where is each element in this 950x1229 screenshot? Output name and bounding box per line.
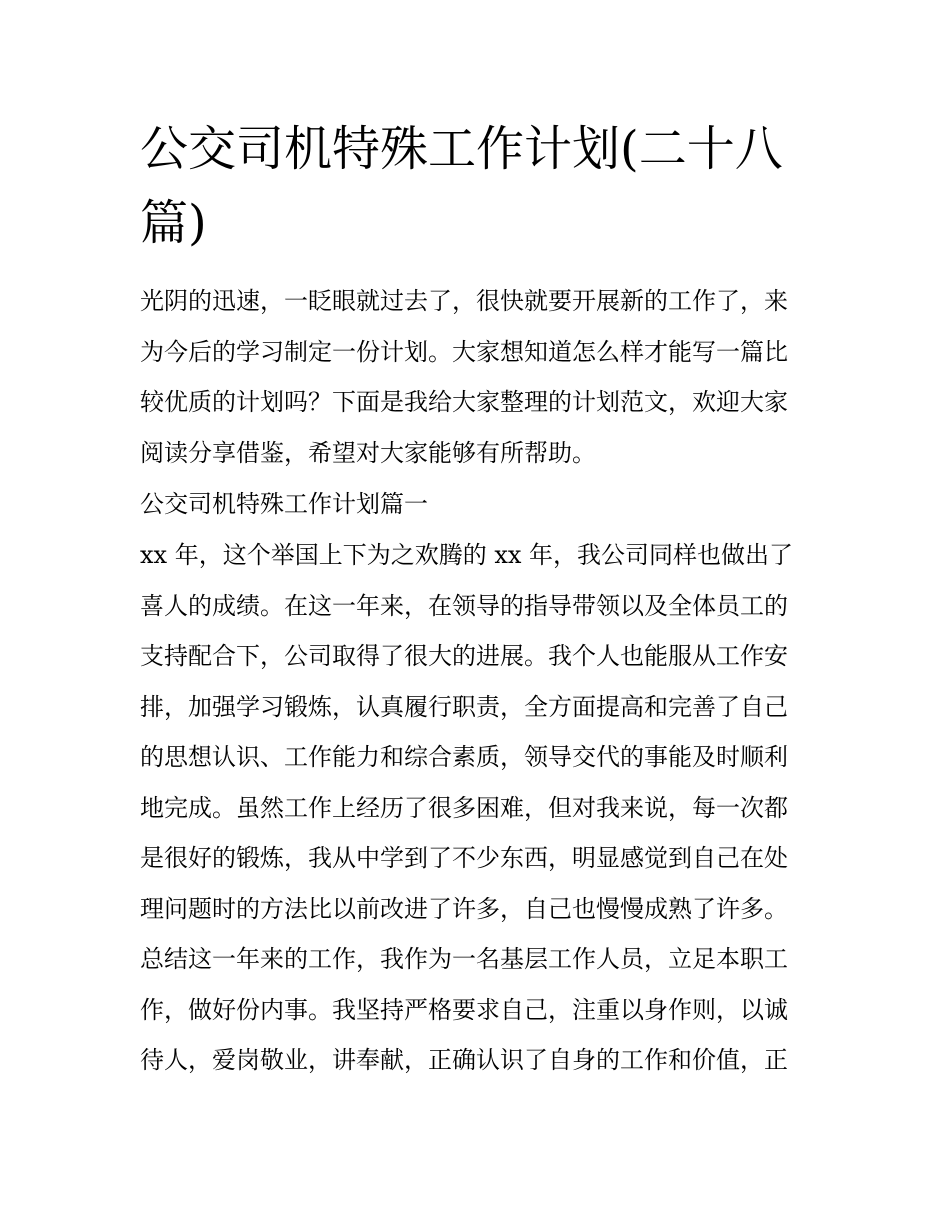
intro-line: 阅读分享借鉴，希望对大家能够有所帮助。 [140,438,596,467]
intro-line: 光阴的迅速，一眨眼就过去了，很快就要开展新的工作了，来 [140,287,788,315]
section-heading-text: 公交司机特殊工作计划篇一 [140,490,428,518]
paragraph-line: 的思想认识、工作能力和综合素质，领导交代的事能及时顺利 [140,743,788,771]
paragraph-line: 喜人的成绩。在这一年来，在领导的指导带领以及全体员工的 [140,591,788,620]
title-line: 公交司机特殊工作计划(二十八 [140,121,783,177]
paragraph-line: 待人，爱岗敬业，讲奉献，正确认识了自身的工作和价值，正 [140,1046,788,1074]
paragraph-line: xx 年，这个举国上下为之欢腾的 xx 年，我公司同样也做出了 [140,541,794,569]
paragraph-line: 排，加强学习锻炼，认真履行职责，全方面提高和完善了自己 [140,692,788,721]
intro-paragraph [140,276,820,478]
intro-line: 为今后的学习制定一份计划。大家想知道怎么样才能写一篇比 [140,337,788,366]
paragraph-line: 是很好的锻炼，我从中学到了不少东西，明显感觉到自己在处 [140,844,788,872]
paragraph-line: 总结这一年来的工作，我作为一名基层工作人员，立足本职工 [140,945,788,973]
paragraph-line: 支持配合下，公司取得了很大的进展。我个人也能服从工作安 [140,642,788,670]
document-title [140,112,820,260]
paragraph-line: 作，做好份内事。我坚持严格要求自己，注重以身作则，以诚 [140,995,788,1024]
body-paragraph [140,530,820,1086]
intro-line: 较优质的计划吗？下面是我给大家整理的计划范文，欢迎大家 [140,388,788,416]
paragraph-line: 地完成。虽然工作上经历了很多困难，但对我来说，每一次都 [140,793,788,822]
paragraph-line: 理问题时的方法比以前改进了许多，自己也慢慢成熟了许多。 [140,894,788,923]
title-line: 篇) [140,195,207,251]
section-heading [140,479,820,530]
